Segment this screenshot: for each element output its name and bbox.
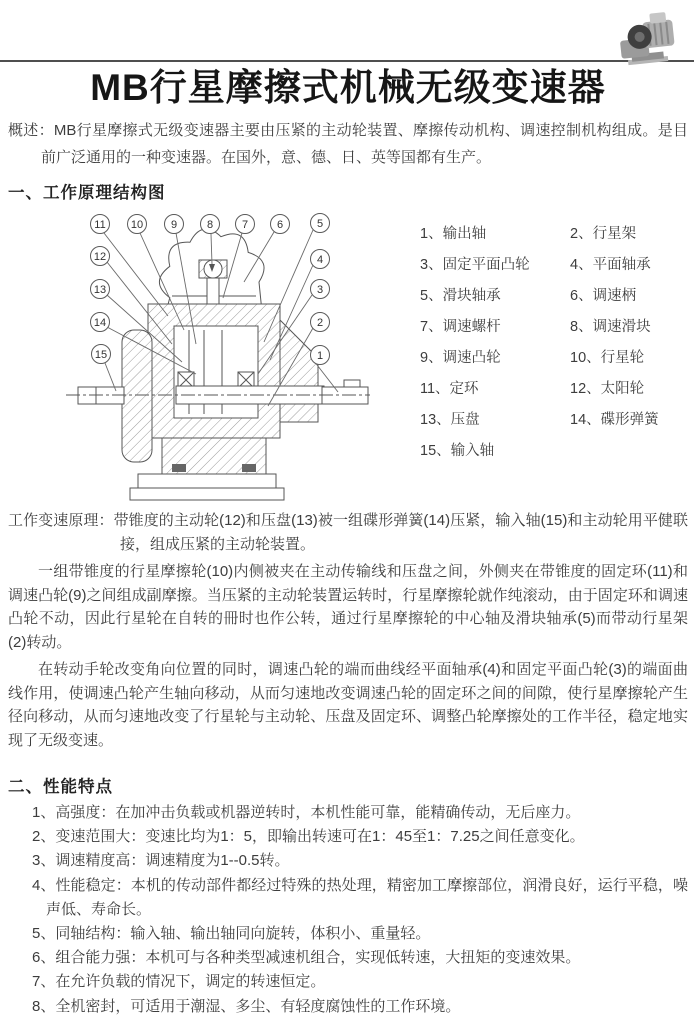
feature-item-7: 7、在允许负载的情况下，调定的转速恒定。 [32, 973, 326, 991]
principle-paragraph-2: 一组带锥度的行星摩擦轮(10)内侧被夹在主动传输线和压盘之间，外侧夹在带锥度的固定环(11)和调速凸轮(9)之间组成副摩擦。当压紧的主动轮装置运转时，行星摩擦轮就作纯滚动，由于固定环和调速凸轮不动，因此行星轮在自转的冊时也作公转，通过行星摩擦轮的中心轴及滑块轴承(5)而带动行星架(2)转动。 [8, 563, 688, 651]
callout-11: 11 [90, 214, 110, 234]
callout-6: 6 [270, 214, 290, 234]
section1-heading: 一、工作原理结构图 [8, 184, 166, 202]
feature-item-3: 3、调速精度高：调速精度为1--0.5转。 [32, 852, 290, 870]
feature-item-6: 6、组合能力强：本机可与各种类型减速机组合，实现低转速，大扭矩的变速效果。 [32, 949, 581, 967]
callout-3: 3 [310, 279, 330, 299]
section2-heading: 二、性能特点 [8, 778, 113, 796]
callout-15: 15 [91, 344, 111, 364]
part-item: 2、行星架 [570, 226, 637, 242]
overview-paragraph [8, 117, 688, 171]
callout-14: 14 [90, 312, 110, 332]
part-item: 9、调速凸轮 [420, 350, 501, 366]
callout-7: 7 [235, 214, 255, 234]
callout-12: 12 [90, 246, 110, 266]
part-item: 10、行星轮 [570, 350, 645, 366]
parts-row [420, 217, 688, 248]
part-item: 4、平面轴承 [570, 257, 651, 273]
callout-5: 5 [310, 213, 330, 233]
parts-list [420, 217, 688, 465]
part-item: 8、调速滑块 [570, 319, 651, 335]
masthead-rule [0, 0, 694, 62]
part-item: 15、输入轴 [420, 443, 495, 459]
parts-row [420, 279, 688, 310]
principle-label: 工作变速原理： [8, 512, 114, 529]
features-list [32, 801, 688, 1019]
principle-paragraph-3: 在转动手轮改变角向位置的同时，调速凸轮的端而曲线经平面轴承(4)和固定平面凸轮(3)的端面曲线作用，使调速凸轮产生轴向移动，从而匀速地改变调速凸轮的固定环之间的间隙，使行星摩擦轮产生径向移动，从而匀速地改变了行星轮与主动轮、压盘及固定环、调整凸轮摩擦处的工作半径，稳定地实现了无级变速。 [8, 661, 688, 749]
part-item: 6、调速柄 [570, 288, 637, 304]
parts-row [420, 372, 688, 403]
feature-item-2: 2、变速范围大：变速比均为1：5，即输出转速可在1：45至1：7.25之间任意变化。 [32, 828, 585, 846]
overview-text: MB行星摩擦式无级变速器主要由压紧的主动轮装置、摩擦传动机构、调速控制机构组成。是目前广泛通用的一种变速器。在国外，意、德、日、英等国都有生产。 [41, 122, 688, 166]
structure-diagram [8, 208, 688, 508]
gearmotor-photo-image [614, 10, 682, 72]
feature-item-8: 8、全机密封，可适用于潮湿、多尘、有轻度腐蚀性的工作环境。 [32, 997, 461, 1015]
cross-section-drawing [26, 208, 406, 508]
callout-10: 10 [127, 214, 147, 234]
principle-p1-text: 带锥度的主动轮(12)和压盘(13)被一组碟形弹簧(14)压紧，输入轴(15)和主动轮用平健联接，组成压紧的主动轮装置。 [113, 512, 688, 553]
part-item: 11、定环 [420, 381, 479, 397]
callout-4: 4 [310, 249, 330, 269]
parts-row [420, 341, 688, 372]
parts-row [420, 248, 688, 279]
parts-row [420, 403, 688, 434]
part-item: 7、调速螺杆 [420, 319, 501, 335]
callout-1: 1 [310, 345, 330, 365]
part-item: 12、太阳轮 [570, 381, 645, 397]
feature-item-1: 1、高强度：在加冲击负载或机器逆转时，本机性能可靠，能精确传动，无后座力。 [32, 804, 581, 821]
callout-13: 13 [90, 279, 110, 299]
callout-2: 2 [310, 312, 330, 332]
callout-8: 8 [200, 214, 220, 234]
part-item: 5、滑块轴承 [420, 288, 501, 304]
callout-9: 9 [164, 214, 184, 234]
part-item: 13、压盘 [420, 412, 480, 428]
overview-label: 概述： [8, 122, 54, 139]
gearmotor-photo [614, 10, 682, 72]
parts-row [420, 434, 688, 465]
part-item: 3、固定平面凸轮 [420, 257, 530, 273]
feature-item-4: 4、性能稳定：本机的传动部件都经过特殊的热处理，精密加工摩擦部位，润滑良好，运行平稳，噪声低、寿命长。 [32, 876, 688, 918]
principle-paragraph-1 [8, 509, 688, 556]
page-title: MB行星摩擦式机械无级变速器 [90, 67, 606, 108]
parts-row [420, 310, 688, 341]
part-item: 1、输出轴 [420, 226, 487, 242]
feature-item-5: 5、同轴结构：输入轴、输出轴同向旋转，体积小、重量轻。 [32, 925, 431, 943]
principle-text [8, 509, 688, 752]
part-item: 14、碟形弹簧 [570, 412, 659, 428]
